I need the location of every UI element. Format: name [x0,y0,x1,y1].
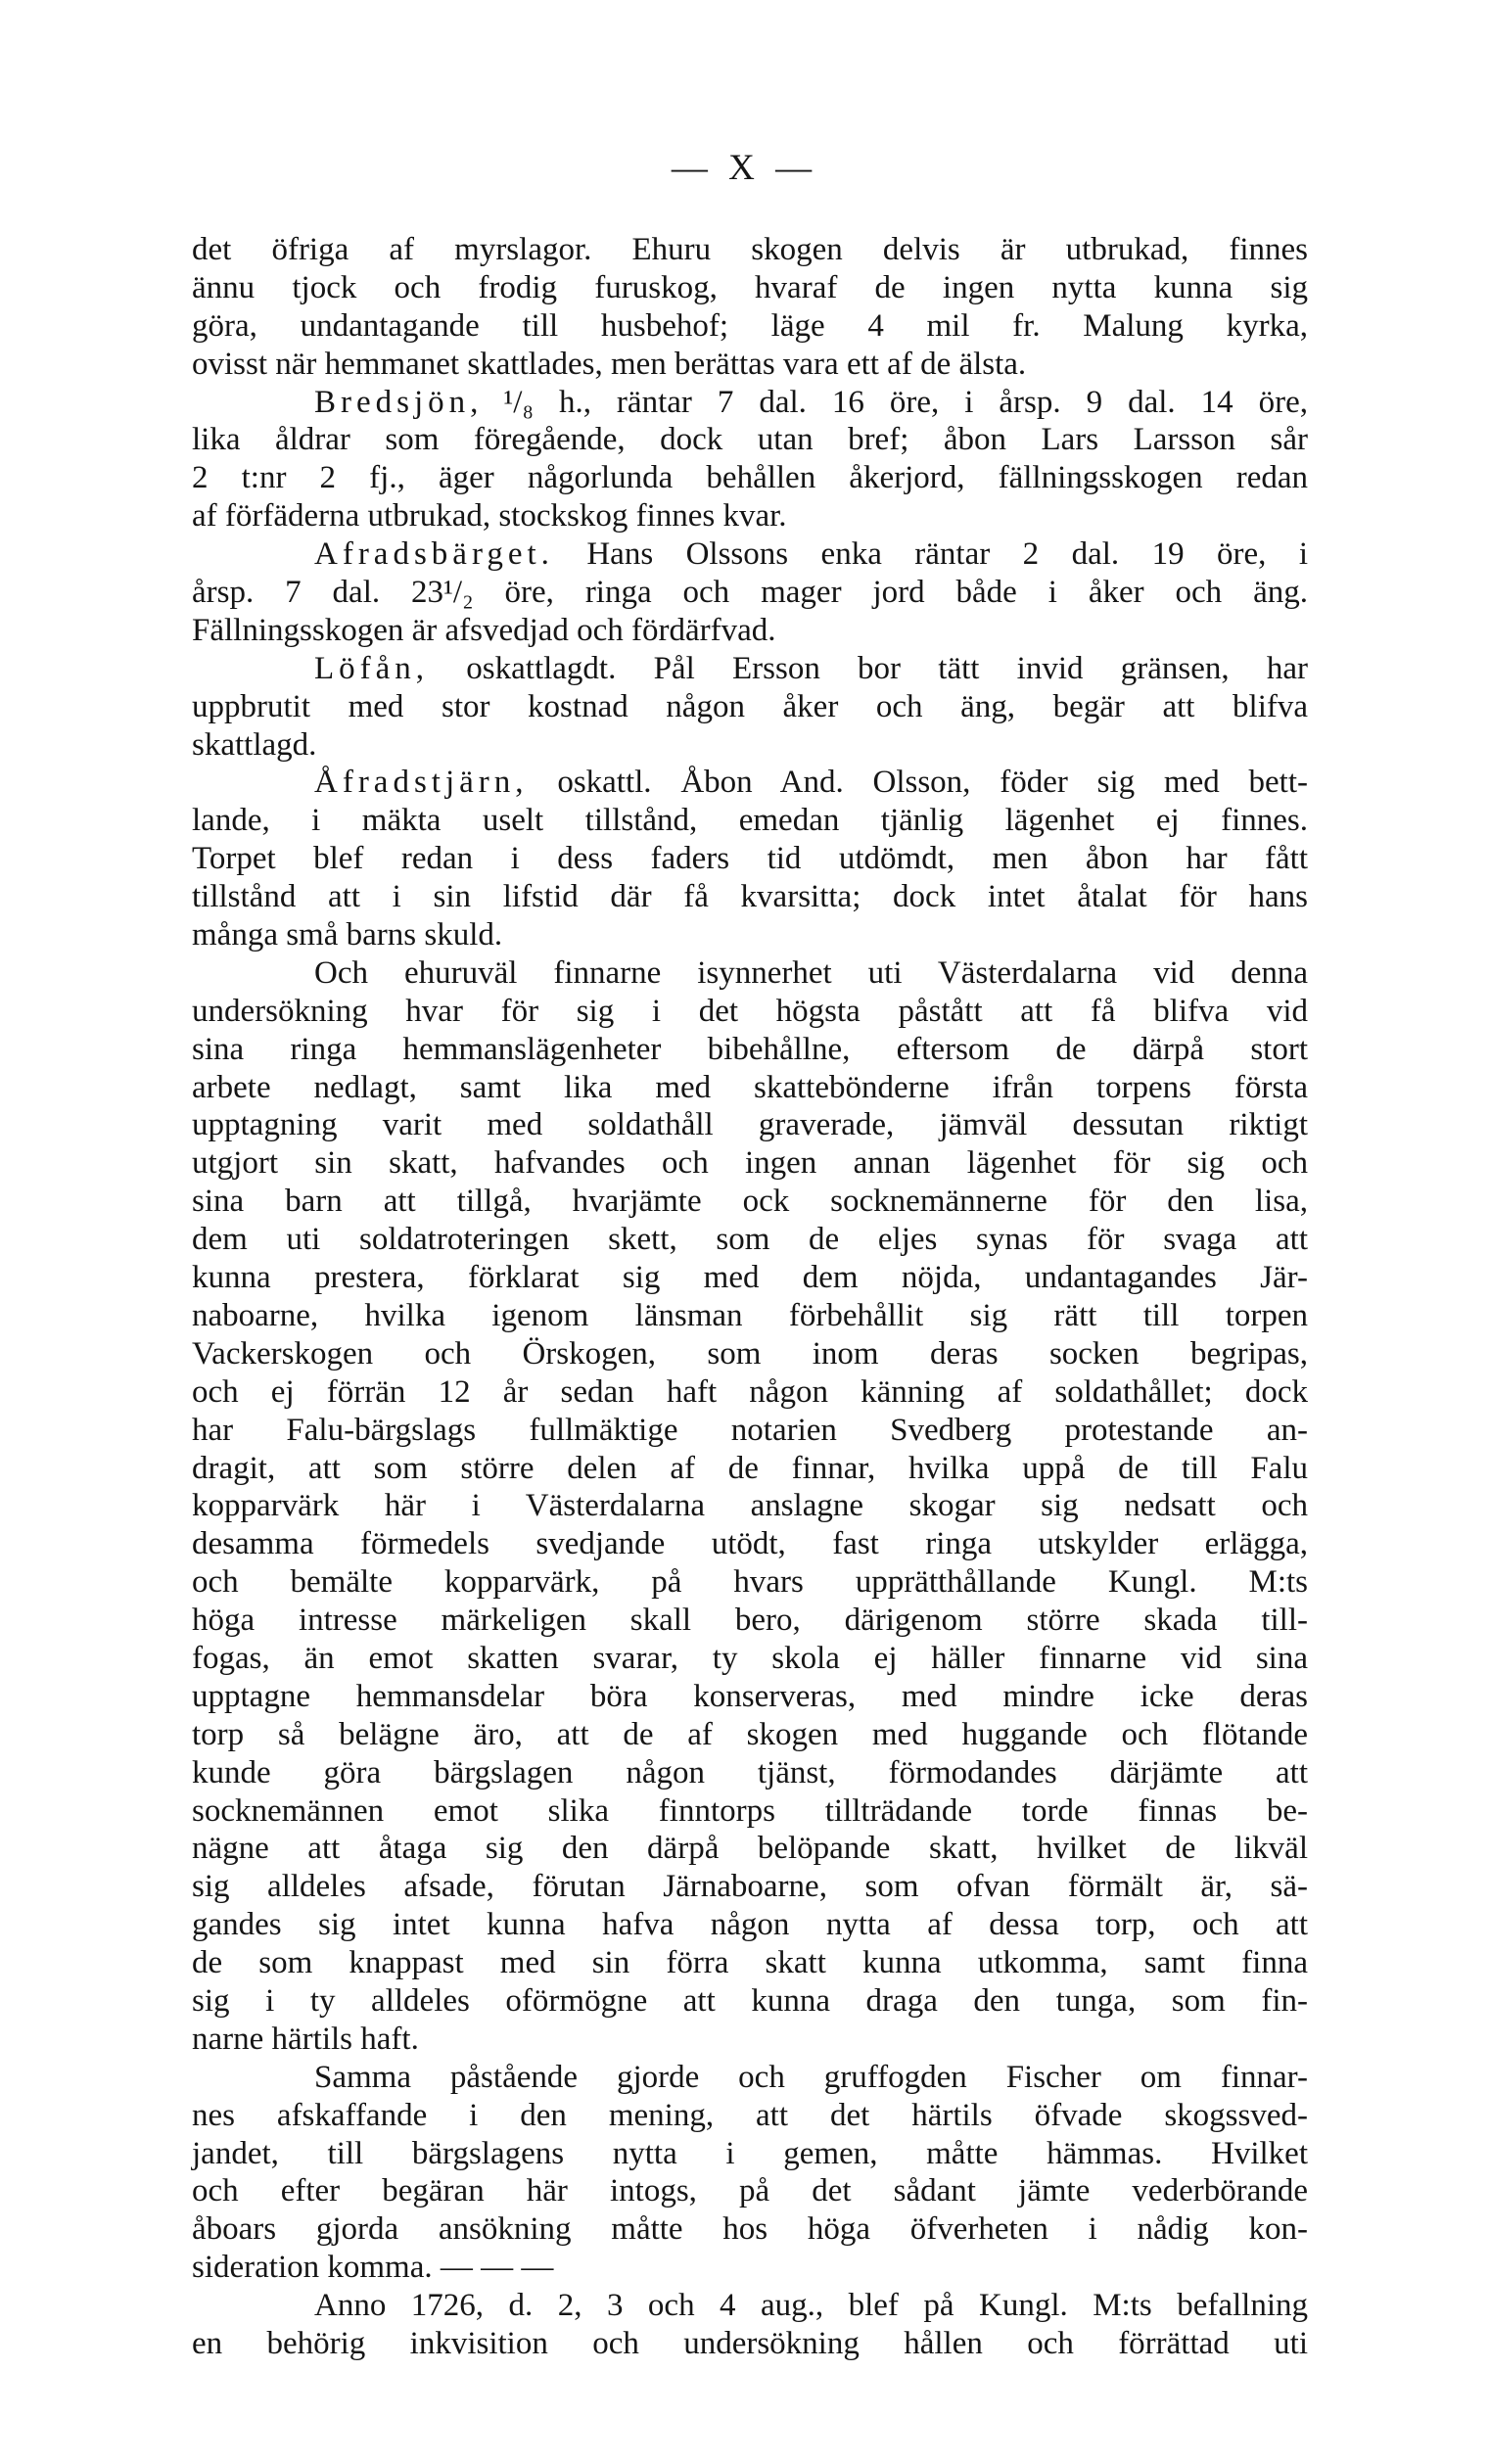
text-line: desamma förmedels svedjande utödt, fast ringa utskylder erlägga, [192,1526,1308,1562]
text-line: socknemännen emot slika finntorps tillträdande torde finnas be- [192,1792,1308,1829]
text-line: och bemälte kopparvärk, på hvars upprätthållande Kungl. M:ts [192,1564,1308,1601]
place-name: Bredsjön [314,384,471,420]
text-line: ovisst när hemmanet skattlades, men berättas vara ett af de älsta. [192,346,1027,382]
text-line: åboars gjorda ansökning måtte hos höga öfverheten i nådig kon- [192,2211,1308,2248]
text-line: sig alldeles afsade, förutan Järnaboarne, som ofvan förmält är, sä- [192,1869,1308,1905]
text-line: lande, i mäkta uselt tillstånd, emedan tjänlig lägenhet ej finnes. [192,803,1308,839]
text-line: nes afskaffande i den mening, att det härtils öfvade skogssved- [192,2097,1308,2133]
text-line: och ej förrän 12 år sedan haft någon känning af soldathållet; dock [192,1373,1308,1410]
text-line: dragit, att som större delen af de finnar, hvilka uppå de till Falu [192,1450,1308,1486]
text-line: tillstånd att i sin lifstid där få kvarsitta; dock intet åtalat för hans [192,879,1308,915]
text-line: gandes sig intet kunna hafva någon nytta af dessa torp, och att [192,1907,1308,1943]
text-line: 2 t:nr 2 fj., äger någorlunda behållen åkerjord, fällningsskogen redan [192,460,1308,496]
text-line: upptagne hemmansdelar böra konserveras, med mindre icke deras [192,1678,1308,1714]
text-line: göra, undantagande till husbehof; läge 4 mil fr. Malung kyrka, [192,307,1308,344]
text-line: uppbrutit med stor kostnad någon åker och äng, begär att blifva [192,688,1308,724]
text-line: lika åldrar som föregående, dock utan bref; åbon Lars Larsson sår [192,422,1308,458]
text-line: många små barns skuld. [192,917,503,953]
text-line: arbete nedlagt, samt lika med skattebönderne ifrån torpens första [192,1069,1308,1105]
text-line: af förfäderna utbrukad, stockskog finnes kvar. [192,498,787,535]
text-line: Åfradstjärn, oskattl. Åbon And. Olsson, föder sig med bett- [314,765,1308,801]
place-name: Åfradstjärn, [314,765,529,801]
text-line: sina barn att tillgå, hvarjämte ock socknemännerne för den lisa, [192,1184,1308,1220]
text-line: torp så belägne äro, att de af skogen med huggande och flötande [192,1716,1308,1752]
text-line: Fällningsskogen är afsvedjad och fördärfvad. [192,612,776,648]
text-line: Vackerskogen och Örskogen, som inom deras socken begripas, [192,1335,1308,1371]
text-line: Anno 1726, d. 2, 3 och 4 aug., blef på Kungl. M:ts befallning [314,2288,1308,2324]
place-name: Löfån, [314,650,430,686]
text-line: nägne att åtaga sig den därpå belöpande skatt, hvilket de likväl [192,1831,1308,1867]
text-line: höga intresse märkeligen skall bero, därigenom större skada till- [192,1603,1308,1639]
text-line: skattlagd. [192,726,317,763]
text-line: naboarne, hvilka igenom länsman förbehållit sig rätt till torpen [192,1297,1308,1333]
place-name: Afradsbärget. [314,536,554,573]
text-line: en behörig inkvisition och undersökning hållen och förrättad uti [192,2325,1308,2361]
body-text [192,231,1308,2363]
text-line: kunde göra bärgslagen någon tjänst, förmodandes därjämte att [192,1754,1308,1790]
text-line: sideration komma. — — — [192,2250,554,2286]
text-line: ännu tjock och frodig furuskog, hvaraf de ingen nytta kunna sig [192,269,1308,305]
text-line: årsp. 7 dal. 23¹/₂ öre, ringa och mager jord både i åker och äng. [192,575,1308,611]
text-line: kunna prestera, förklarat sig med dem nöjda, undantagandes Jär- [192,1260,1308,1296]
text-line: dem uti soldatroteringen skett, som de eljes synas för svaga att [192,1222,1308,1258]
text-line: fogas, än emot skatten svarar, ty skola ej häller finnarne vid sina [192,1640,1308,1676]
text-line: sina ringa hemmanslägenheter bibehållne, eftersom de därpå stort [192,1031,1308,1067]
text-line: Samma påstående gjorde och gruffogden Fischer om finnar- [314,2059,1308,2095]
text-line: undersökning hvar för sig i det högsta påstått att få blifva vid [192,993,1308,1029]
text-line: har Falu-bärgslags fullmäktige notarien Svedberg protestande an- [192,1412,1308,1448]
text-line: kopparvärk här i Västerdalarna anslagne skogar sig nedsatt och [192,1488,1308,1524]
text-line: och efter begäran här intogs, på det sådant jämte vederbörande [192,2173,1308,2209]
text-line: jandet, till bärgslagens nytta i gemen, måtte hämmas. Hvilket [192,2135,1308,2171]
text-line: utgjort sin skatt, hafvandes och ingen annan lägenhet för sig och [192,1145,1308,1182]
page-header: — X — [671,148,818,188]
text-line: narne härtils haft. [192,2021,419,2057]
text-line: sig i ty alldeles oförmögne att kunna draga den tunga, som fin- [192,1982,1308,2019]
text-line: Löfån, oskattlagdt. Pål Ersson bor tätt invid gränsen, har [314,650,1308,686]
text-line: Afradsbärget. Hans Olssons enka räntar 2 dal. 19 öre, i [314,536,1308,573]
text-line: det öfriga af myrslagor. Ehuru skogen delvis är utbrukad, finnes [192,232,1308,267]
text-line: Bredsjön, ¹/₈ h., räntar 7 dal. 16 öre, i årsp. 9 dal. 14 öre, [314,384,1308,420]
text-line: upptagning varit med soldathåll graverade, jämväl dessutan riktigt [192,1107,1308,1143]
text-line: de som knappast med sin förra skatt kunna utkomma, samt finna [192,1945,1308,1981]
text-line: Torpet blef redan i dess faders tid utdömdt, men åbon har fått [192,841,1308,877]
text-line: Och ehuruväl finnarne isynnerhet uti Västerdalarna vid denna [314,954,1308,991]
